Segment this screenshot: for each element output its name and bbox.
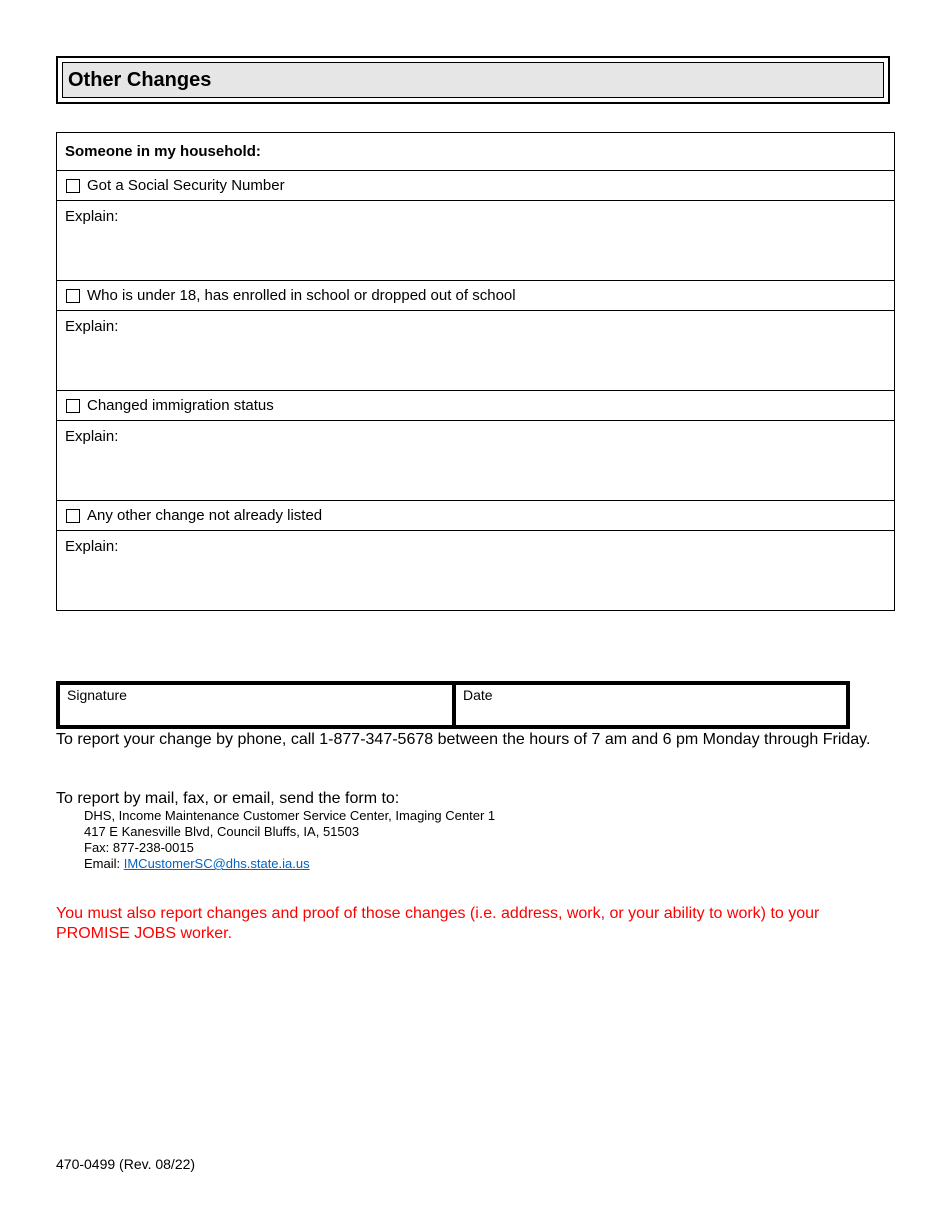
checkbox-ssn[interactable] xyxy=(66,179,80,193)
email-label: Email: xyxy=(84,856,124,871)
change-option-school[interactable] xyxy=(57,280,894,310)
form-number: 470-0499 (Rev. 08/22) xyxy=(56,1156,196,1172)
phone-instructions: To report your change by phone, call 1-877-347-5678 between the hours of 7 am and 6 pm Monday through Friday. xyxy=(56,731,871,748)
explain-field-school[interactable] xyxy=(57,310,894,390)
email-link[interactable]: IMCustomerSC@dhs.state.ia.us xyxy=(123,856,310,871)
household-changes-table xyxy=(56,132,895,611)
signature-block xyxy=(56,681,850,729)
explain-field-ssn[interactable] xyxy=(57,200,894,280)
change-option-other[interactable] xyxy=(57,500,894,530)
checkbox-school[interactable] xyxy=(66,289,80,303)
change-label-school: Who is under 18, has enrolled in school or dropped out of school xyxy=(87,287,516,304)
change-option-immigration[interactable] xyxy=(57,390,894,420)
explain-field-immigration[interactable] xyxy=(57,420,894,500)
change-option-ssn[interactable] xyxy=(57,170,894,200)
mailing-address xyxy=(84,808,495,872)
explain-label-ssn: Explain: xyxy=(65,208,119,225)
address-line-2: 417 E Kanesville Blvd, Council Bluffs, IA, 51503 xyxy=(84,824,360,839)
email-line xyxy=(84,856,495,872)
change-label-other: Any other change not already listed xyxy=(87,507,323,524)
promise-jobs-notice: You must also report changes and proof of those changes (i.e. address, work, or your ability to work) to your PROMISE JOBS worker. xyxy=(56,905,820,942)
mail-instructions: To report by mail, fax, or email, send the form to: xyxy=(56,790,400,807)
section-title: Other Changes xyxy=(62,62,884,98)
date-field[interactable] xyxy=(456,685,846,725)
checkbox-immigration[interactable] xyxy=(66,399,80,413)
checkbox-other[interactable] xyxy=(66,509,80,523)
date-label: Date xyxy=(463,687,493,703)
change-label-ssn: Got a Social Security Number xyxy=(87,177,285,194)
signature-field[interactable] xyxy=(60,685,456,725)
household-heading: Someone in my household: xyxy=(65,143,261,160)
section-header xyxy=(56,56,890,104)
explain-label-other: Explain: xyxy=(65,538,119,555)
explain-label-immigration: Explain: xyxy=(65,428,119,445)
address-line-1: DHS, Income Maintenance Customer Service Center, Imaging Center 1 xyxy=(84,808,496,823)
explain-field-other[interactable] xyxy=(57,530,894,610)
change-label-immigration: Changed immigration status xyxy=(87,397,274,414)
fax-number: Fax: 877-238-0015 xyxy=(84,840,194,855)
explain-label-school: Explain: xyxy=(65,318,119,335)
signature-label: Signature xyxy=(67,687,127,703)
